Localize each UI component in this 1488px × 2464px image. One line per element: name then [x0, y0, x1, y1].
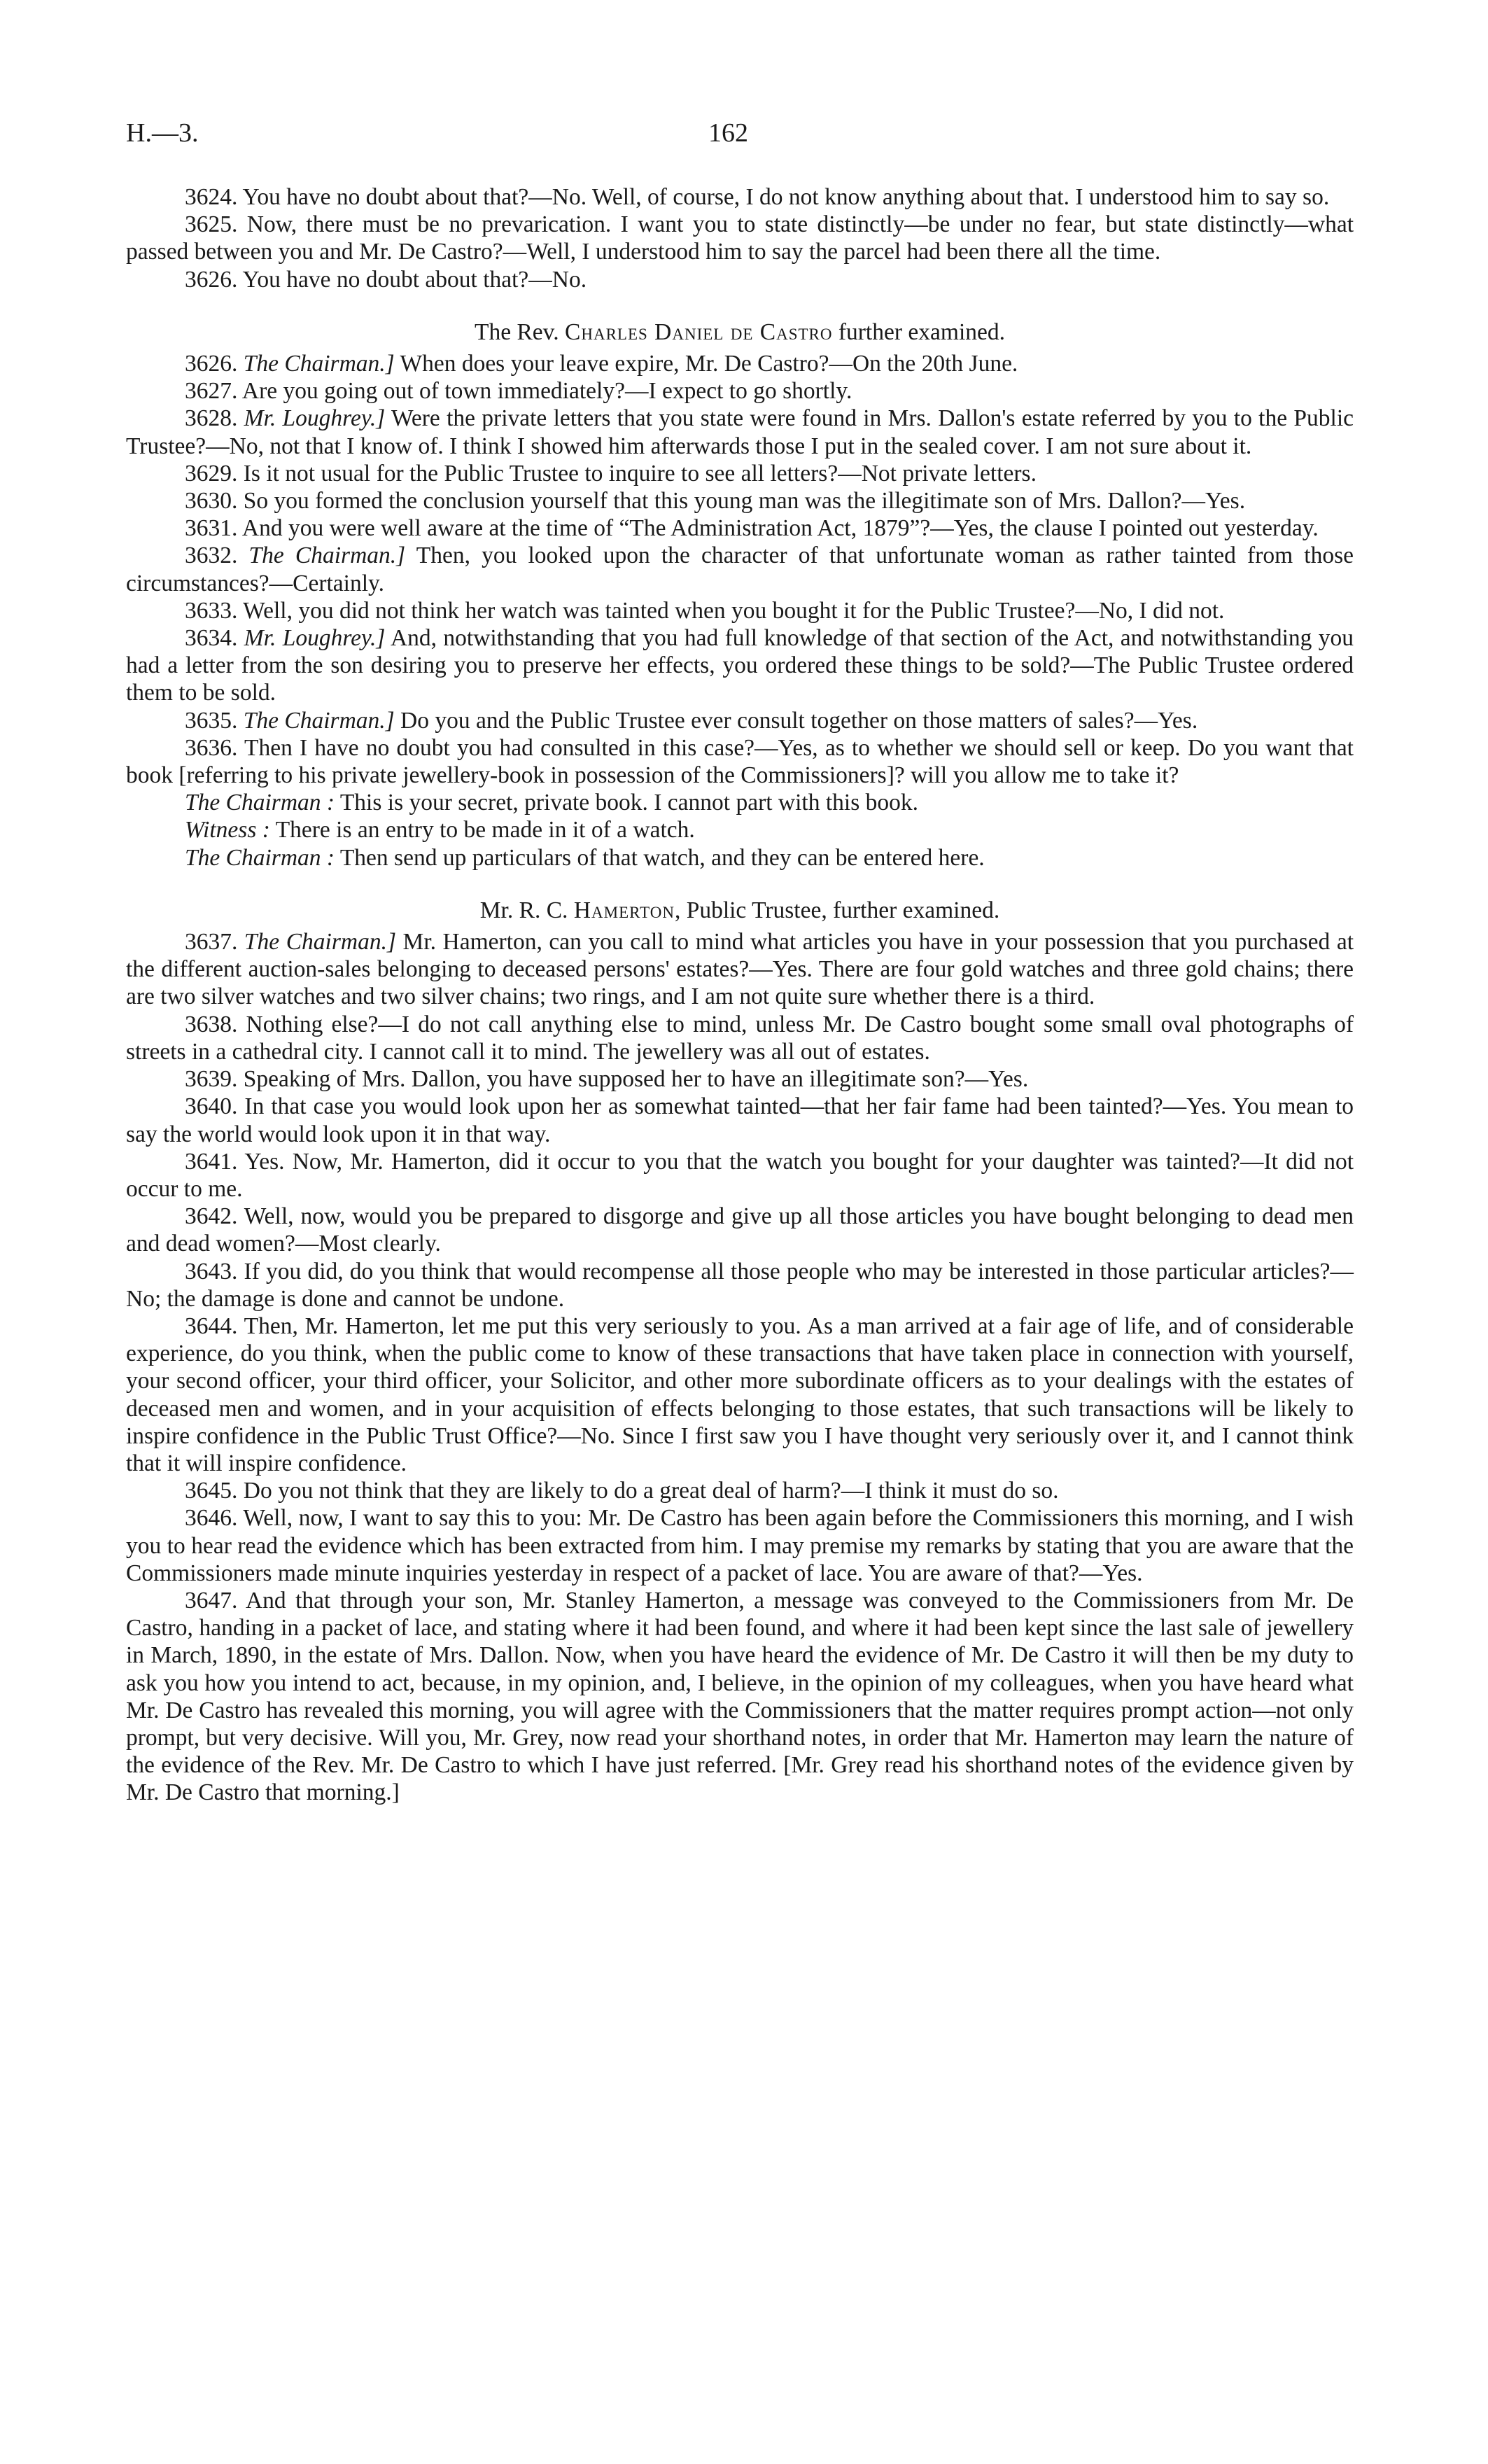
question-paragraph: 3631. And you were well aware at the time of “The Administration Act, 1879”?—Yes, the clause I pointed out yesterday. — [185, 515, 1319, 542]
question-paragraph: 3638. Nothing else?—I do not call anything else to mind, unless Mr. De Castro bought some small oval photographs of streets in a cathedral city. I cannot call it to mind. The jewellery was all out of estates. — [126, 1011, 1354, 1065]
question-paragraph: 3642. Well, now, would you be prepared to disgorge and give up all those articles you have bought belonging to dead men and dead women?—Most clearly. — [126, 1203, 1354, 1257]
document-body — [126, 183, 1354, 1807]
question-paragraph: 3644. Then, Mr. Hamerton, let me put this very seriously to you. As a man arrived at a fair age of life, and of considerable experience, do you think, when the public come to know of these transactions that have taken place in connection with yourself, your second officer, your third officer, your Solicitor, and other more subordinate officers as to your dealings with the estates of deceased men and women, and in your acquisition of effects belonging to those estates, that such transactions will be likely to inspire confidence in the Public Trust Office?—No. Since I first saw you I have thought very seriously over it, and I cannot think that it will inspire confidence. — [126, 1312, 1354, 1476]
question-paragraph: 3646. Well, now, I want to say this to you: Mr. De Castro has been again before the Commissioners this morning, and I wish you to hear read the evidence which has been extracted from him. I may premise my remarks by stating that you are aware that the Commissioners made minute inquiries yesterday in respect of a packet of lace. You are aware of that?—Yes. — [126, 1505, 1354, 1586]
question-paragraph: 3627. Are you going out of town immediately?—I expect to go shortly. — [185, 378, 852, 405]
question-paragraph: 3633. Well, you did not think her watch was tainted when you bought it for the Public Trustee?—No, I did not. — [185, 597, 1225, 624]
question-paragraph: 3626. The Chairman.] When does your leave expire, Mr. De Castro?—On the 20th June. — [185, 351, 1018, 377]
question-paragraph: 3628. Mr. Loughrey.] Were the private letters that you state were found in Mrs. Dallon's estate referred by you to the Public Trustee?—No, not that I know of. I think I showed him afterwards those I put in the sealed cover. I am not sure about it. — [126, 405, 1354, 459]
question-paragraph: 3643. If you did, do you think that would recompense all those people who may be interested in those particular articles?—No; the damage is done and cannot be undone. — [126, 1258, 1354, 1312]
document-reference: H.—3. — [126, 118, 199, 148]
question-paragraph: 3637. The Chairman.] Mr. Hamerton, can you call to mind what articles you have in your possession that you purchased at the different auction-sales belonging to deceased persons' estates?—Yes. There are four gold watches and three gold chains; there are two silver watches and two silver chains; two rings, and I am not quite sure whether there is a third. — [126, 929, 1354, 1010]
dialogue-line: The Chairman : This is your secret, private book. I cannot part with this book. — [185, 790, 918, 816]
question-paragraph: 3635. The Chairman.] Do you and the Public Trustee ever consult together on those matters of sales?—Yes. — [185, 707, 1198, 734]
question-paragraph: 3634. Mr. Loughrey.] And, notwithstanding that you had full knowledge of that section of the Act, and notwithstanding you had a letter from the son desiring you to preserve her effects, you ordered these things to be sold?—The Public Trustee ordered them to be sold. — [126, 625, 1354, 706]
question-paragraph: 3624. You have no doubt about that?—No. Well, of course, I do not know anything about that. I understood him to say so. — [185, 184, 1330, 210]
question-paragraph: 3640. In that case you would look upon her as somewhat tainted—that her fair fame had been tainted?—Yes. You mean to say the world would look upon it in that way. — [126, 1093, 1354, 1147]
section-heading-hamerton: Mr. R. C. Hamerton, Public Trustee, further examined. — [479, 897, 1000, 923]
question-paragraph: 3629. Is it not usual for the Public Trustee to inquire to see all letters?—Not private letters. — [185, 460, 1037, 486]
question-paragraph: 3626. You have no doubt about that?—No. — [185, 266, 587, 293]
dialogue-line: The Chairman : Then send up particulars of that watch, and they can be entered here. — [185, 844, 985, 871]
question-paragraph: 3632. The Chairman.] Then, you looked upon the character of that unfortunate woman as rather tainted from those circumstances?—Certainly. — [126, 542, 1354, 596]
question-paragraph: 3625. Now, there must be no prevarication. I want you to state distinctly—be under no fear, but state distinctly—what passed between you and Mr. De Castro?—Well, I understood him to say the parcel had been there all the time. — [126, 211, 1354, 265]
question-paragraph: 3639. Speaking of Mrs. Dallon, you have supposed her to have an illegitimate son?—Yes. — [185, 1066, 1029, 1093]
question-paragraph: 3630. So you formed the conclusion yourself that this young man was the illegitimate son of Mrs. Dallon?—Yes. — [185, 488, 1246, 514]
question-paragraph: 3636. Then I have no doubt you had consulted in this case?—Yes, as to whether we should sell or keep. Do you want that book [referring to his private jewellery-book in possession of the Commissioners]? will you allow me to take it? — [126, 734, 1354, 789]
section-heading-de-castro: The Rev. Charles Daniel de Castro further examined. — [475, 318, 1005, 345]
page-header — [126, 118, 1358, 160]
dialogue-line: Witness : There is an entry to be made in it of a watch. — [185, 817, 695, 844]
question-paragraph: 3645. Do you not think that they are likely to do a great deal of harm?—I think it must do so. — [185, 1478, 1059, 1504]
question-paragraph: 3641. Yes. Now, Mr. Hamerton, did it occur to you that the watch you bought for your daughter was tainted?—It did not occur to me. — [126, 1148, 1354, 1202]
page-number: 162 — [708, 118, 748, 148]
question-paragraph: 3647. And that through your son, Mr. Stanley Hamerton, a message was conveyed to the Commissioners from Mr. De Castro, handing in a packet of lace, and stating where it had been found, and where it had been kept since the last sale of jewellery in March, 1890, in the estate of Mrs. Dallon. Now, when you have heard the evidence of Mr. De Castro it will then be my duty to ask you how you intend to act, because, in my opinion, and, I believe, in the opinion of my colleagues, when you have heard what Mr. De Castro has revealed this morning, you will agree with the Commissioners that the matter requires prompt action—not only prompt, but very decisive. Will you, Mr. Grey, now read your shorthand notes, in order that Mr. Hamerton may learn the nature of the evidence of the Rev. Mr. De Castro to which I have just referred. [Mr. Grey read his shorthand notes of the evidence given by Mr. De Castro that morning.] — [126, 1587, 1354, 1806]
